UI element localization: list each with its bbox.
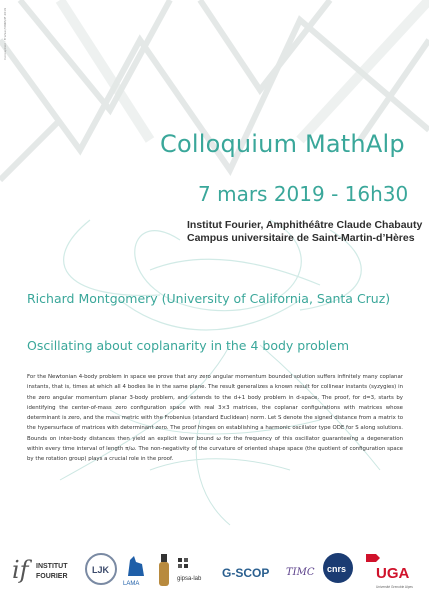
gipsa-lab-logo [176,554,210,588]
ljk-label: LJK [92,565,110,575]
event-date: 7 mars 2019 - 16h30 [198,182,409,206]
institut-fourier-logo [12,554,74,588]
gscop-label: G-SCOP [222,566,270,580]
lama-logo [120,550,154,588]
poster-credit: Conception : Frahier/CNRS/IF 2019 [3,8,7,60]
uga-sub-label: Université Grenoble Alpes [376,585,413,589]
venue-line-2: Campus universitaire de Saint-Martin-d’Hères [187,232,415,244]
talk-title: Oscillating about coplanarity in the 4 body problem [27,338,349,353]
speaker-name: Richard Montgomery (University of California, Santa Cruz) [27,291,391,306]
institut-fourier-line-1: INSTITUT [36,563,68,570]
venue-line-1: Institut Fourier, Amphithéâtre Claude Chabauty [187,219,423,231]
sponsor-logos [0,548,429,600]
uga-logo [362,552,422,592]
cnrs-label: cnrs [327,564,347,574]
gscop-logo [222,560,276,584]
bottle-emblem-icon [158,554,170,588]
event-title: Colloquium MathAlp [160,130,405,158]
uga-label: UGA [376,565,410,582]
lama-label: LAMA [123,581,140,587]
talk-abstract: For the Newtonian 4-body problem in space we prove that any zero angular momentum bounded solution suffers infinitely many coplanar instants, that is, times at which all 4 bodies lie in the same plane. The result generalizes a known result for collinear instants (syzygies) in the zero angular momentum planar 3-body problem, and extends to the d+1 body problem in d-space. The proof, for d=3, starts by identifying the center-of-mass zero configuration space with real 3×3 matrices, the coplanar configurations with matrices whose determinant is zero, and the mass metric with the Frobenius (standard Euclidean) norm. Let S denote the signed distance from a matrix to the hypersurface of matrices with determinant zero. The proof hinges on establishing a harmonic oscillator type ODE for S along solutions. Bounds on inter-body distances then yield an explicit lower bound ω for the frequency of this oscillator guaranteeing a degeneration within every time interval of length π/ω. The non-negativity of the curvature of oriented shape space (the quotient of configuration space by the rotation group) plays a crucial role in the proof. [27,374,403,463]
cnrs-logo [322,552,354,584]
timc-logo [285,556,319,584]
ljk-logo [84,552,118,586]
if-mark: if [12,556,29,584]
timc-label: TIMC [286,567,315,578]
institut-fourier-line-2: FOURIER [36,573,68,580]
gipsa-label: gipsa-lab [177,576,202,582]
